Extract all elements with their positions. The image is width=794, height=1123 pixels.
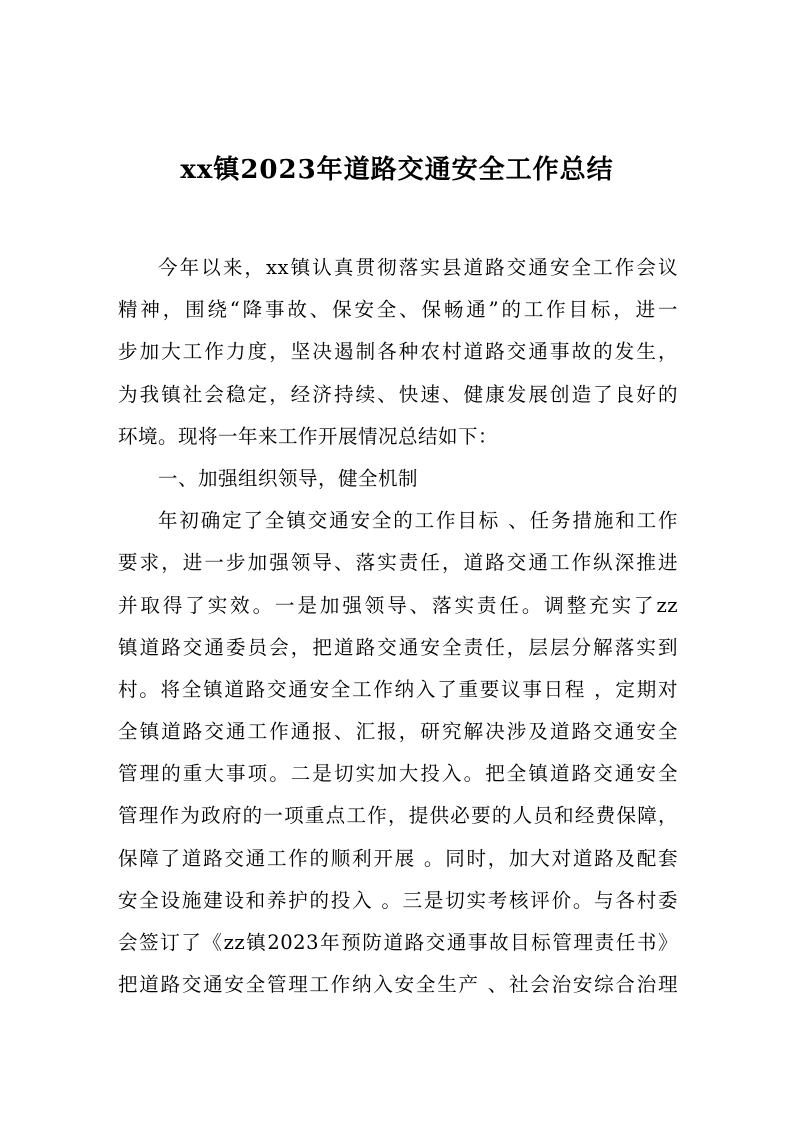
paragraph-line: 精神，围绕“降事故、保安全、保畅通”的工作目标，进一 [118,298,678,322]
document-body [118,247,678,1006]
paragraph-line: 管理的重大事项。二是切实加大投入。把全镇道路交通安全 [118,762,678,786]
paragraph-line: 管理作为政府的一项重点工作，提供必要的人员和经费保障， [118,804,678,828]
paragraph-line: 要求，进一步加强领导、落实责任，道路交通工作纵深推进 [118,551,678,575]
paragraph-line: 村。将全镇道路交通安全工作纳入了重要议事日程 ，定期对 [118,677,678,701]
paragraph-line: 为我镇社会稳定，经济持续、快速、健康发展创造了良好的 [118,382,678,406]
paragraph-line: 把道路交通安全管理工作纳入安全生产 、社会治安综合治理 [118,973,678,997]
section-heading: 一、加强组织领导，健全机制 [158,466,419,490]
paragraph-line: 年初确定了全镇交通安全的工作目标 、任务措施和工作 [158,509,678,533]
paragraph-line: 镇道路交通委员会，把道路交通安全责任，层层分解落实到 [118,635,678,659]
paragraph-line: 今年以来，xx镇认真贯彻落实县道路交通安全工作会议 [158,256,678,279]
paragraph-line: 安全设施建设和养护的投入 。三是切实考核评价。与各村委 [118,888,678,912]
paragraph-line: 步加大工作力度，坚决遏制各种农村道路交通事故的发生， [118,340,678,364]
paragraph-line: 保障了道路交通工作的顺利开展 。同时，加大对道路及配套 [118,846,678,870]
paragraph-line: 会签订了《zz镇2023年预防道路交通事故目标管理责任书》 [118,931,678,954]
document-title: xx镇2023年道路交通安全工作总结 [180,155,614,185]
paragraph-line: 全镇道路交通工作通报、汇报，研究解决涉及道路交通安全 [118,720,678,744]
paragraph-line: 环境。现将一年来工作开展情况总结如下： [118,424,499,448]
paragraph-line: 并取得了实效。一是加强领导、落实责任。调整充实了zz [118,593,678,617]
